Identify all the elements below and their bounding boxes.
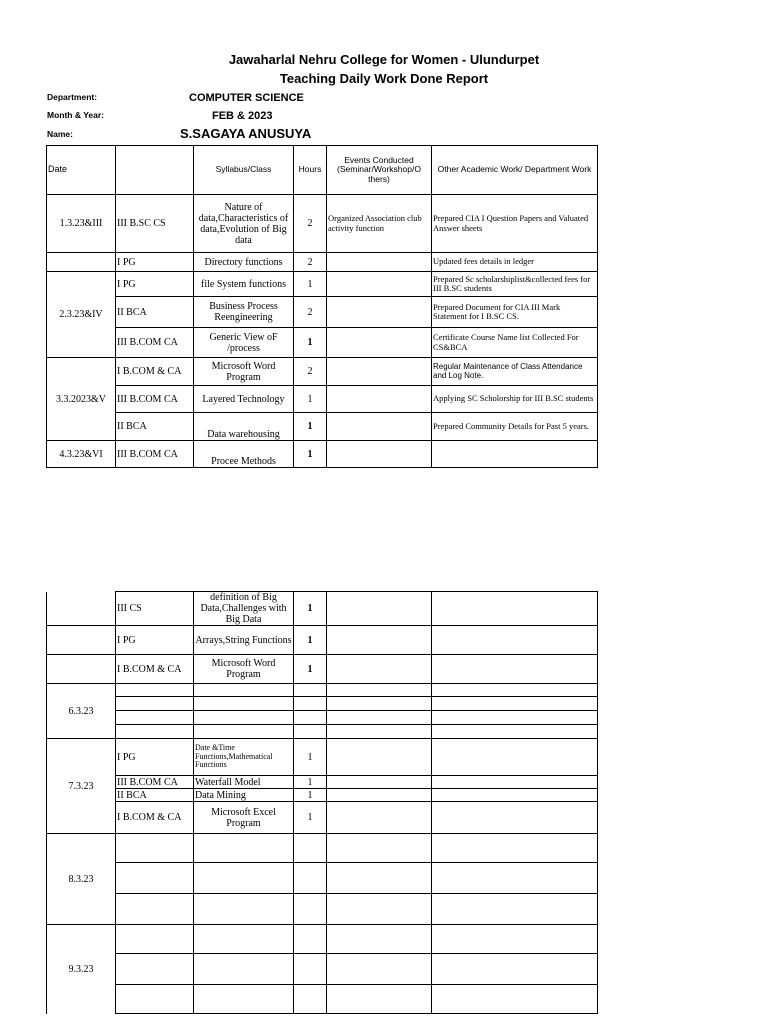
table-row: [47, 253, 598, 272]
class-cell: I PG: [116, 739, 194, 776]
events-cell: [327, 358, 432, 386]
table-row: [47, 272, 598, 297]
syllabus-cell: Data warehousing: [194, 413, 294, 441]
events-cell: [327, 441, 432, 468]
table-row: [47, 697, 598, 711]
table-row: [47, 954, 598, 985]
syllabus-cell: Microsoft Excel Program: [194, 802, 294, 834]
work-done-table-continued: [46, 591, 598, 1014]
hours-cell: 2: [294, 358, 327, 386]
other-work-cell: Prepared Sc scholarshiplist&collected fees for III B.SC students: [432, 272, 598, 297]
date-cell: [47, 655, 116, 684]
other-work-cell: Applying SC Scholorship for III B.SC students: [432, 386, 598, 413]
hours-cell: 1: [294, 802, 327, 834]
table-row: [47, 441, 598, 468]
table-row: [47, 413, 598, 441]
hours-cell: 2: [294, 195, 327, 253]
hours-cell: 1: [294, 413, 327, 441]
date-cell: 4.3.23&VI: [47, 441, 116, 468]
hours-cell: 1: [294, 655, 327, 684]
events-cell: [327, 655, 432, 684]
events-cell: [327, 592, 432, 626]
date-cell: 2.3.23&IV: [47, 272, 116, 358]
syllabus-cell: Waterfall Model: [194, 776, 294, 789]
name-value: S.SAGAYA ANUSUYA: [180, 126, 312, 141]
date-cell: 7.3.23: [47, 739, 116, 834]
name-label: Name:: [47, 129, 73, 139]
syllabus-cell: Nature of data,Characteristics of data,Evolution of Big data: [194, 195, 294, 253]
hours-header: Hours: [294, 146, 327, 195]
table-row: [47, 802, 598, 834]
class-cell: I B.COM & CA: [116, 802, 194, 834]
month-year-label: Month & Year:: [47, 110, 104, 120]
table-row: [47, 834, 598, 863]
hours-cell: 1: [294, 626, 327, 655]
table-row: [47, 894, 598, 925]
events-cell: [327, 386, 432, 413]
events-cell: [327, 253, 432, 272]
other-work-cell: Prepared CIA I Question Papers and Valuated Answer sheets: [432, 195, 598, 253]
date-cell: 3.3.2023&V: [47, 358, 116, 441]
events-header: Events Conducted (Seminar/Workshop/O thers): [327, 146, 432, 195]
date-cell: 6.3.23: [47, 684, 116, 739]
class-cell: III B.COM CA: [116, 441, 194, 468]
date-cell: [47, 592, 116, 626]
other-work-header: Other Academic Work/ Department Work: [432, 146, 598, 195]
department-value: COMPUTER SCIENCE: [189, 92, 304, 104]
other-work-cell: [432, 592, 598, 626]
class-cell: I B.COM & CA: [116, 358, 194, 386]
class-cell: I PG: [116, 626, 194, 655]
syllabus-cell: Layered Technology: [194, 386, 294, 413]
table-row: [47, 655, 598, 684]
table-row: [47, 195, 598, 253]
hours-cell: 1: [294, 272, 327, 297]
other-work-cell: Prepared Community Details for Past 5 years.: [432, 413, 598, 441]
class-cell: I B.COM & CA: [116, 655, 194, 684]
other-work-cell: [432, 655, 598, 684]
class-cell: III B.COM CA: [116, 776, 194, 789]
syllabus-cell: Business Process Reengineering: [194, 297, 294, 328]
syllabus-cell: Directory functions: [194, 253, 294, 272]
events-cell: Organized Association club activity function: [327, 195, 432, 253]
syllabus-cell: Arrays,String Functions: [194, 626, 294, 655]
syllabus-cell: Data Mining: [194, 789, 294, 802]
table-row: [47, 739, 598, 776]
date-header: Date: [47, 146, 116, 195]
table-row: [47, 725, 598, 739]
syllabus-cell: Procee Methods: [194, 441, 294, 468]
table-row: [47, 297, 598, 328]
class-cell: II BCA: [116, 789, 194, 802]
table-row: [47, 626, 598, 655]
class-cell: III B.COM CA: [116, 386, 194, 413]
hours-cell: 1: [294, 441, 327, 468]
other-work-cell: Regular Maintenance of Class Attendance and Log Note.: [432, 358, 598, 386]
table-row: [47, 328, 598, 358]
other-work-cell: [432, 626, 598, 655]
hours-cell: 2: [294, 253, 327, 272]
events-cell: [327, 328, 432, 358]
class-header: [116, 146, 194, 195]
events-cell: [327, 413, 432, 441]
syllabus-cell: definition of Big Data,Challenges with Big Data: [194, 592, 294, 626]
class-cell: I PG: [116, 272, 194, 297]
date-cell: 1.3.23&III: [47, 195, 116, 253]
table-row: [47, 985, 598, 1014]
table-row: [47, 592, 598, 626]
other-work-cell: Updated fees details in ledger: [432, 253, 598, 272]
college-title: Jawaharlal Nehru College for Women - Ulundurpet: [228, 52, 540, 67]
syllabus-header: Syllabus/Class: [194, 146, 294, 195]
hours-cell: 1: [294, 592, 327, 626]
class-cell: III CS: [116, 592, 194, 626]
events-cell: [327, 626, 432, 655]
syllabus-cell: file System functions: [194, 272, 294, 297]
class-cell: I PG: [116, 253, 194, 272]
table-row: [47, 711, 598, 725]
other-work-cell: [432, 441, 598, 468]
other-work-cell: Certificate Course Name list Collected For CS&BCA: [432, 328, 598, 358]
hours-cell: 1: [294, 789, 327, 802]
class-cell: II BCA: [116, 413, 194, 441]
hours-cell: 1: [294, 328, 327, 358]
work-done-table: [46, 145, 598, 468]
header-row: [47, 146, 598, 195]
hours-cell: 1: [294, 776, 327, 789]
report-title: Teaching Daily Work Done Report: [279, 71, 489, 86]
table-row: [47, 358, 598, 386]
hours-cell: 2: [294, 297, 327, 328]
table-row: [47, 776, 598, 789]
class-cell: III B.COM CA: [116, 328, 194, 358]
other-work-cell: Prepared Document for CIA III Mark Statement for I B.SC CS.: [432, 297, 598, 328]
hours-cell: 1: [294, 739, 327, 776]
events-cell: [327, 272, 432, 297]
date-cell: 9.3.23: [47, 925, 116, 1014]
syllabus-cell: Generic View oF /process: [194, 328, 294, 358]
syllabus-cell: Date &Time Functions,Mathematical Functions: [194, 739, 294, 776]
department-label: Department:: [47, 92, 98, 102]
syllabus-cell: Microsoft Word Program: [194, 655, 294, 684]
class-cell: III B.SC CS: [116, 195, 194, 253]
table-row: [47, 684, 598, 697]
month-year-value: FEB & 2023: [212, 110, 273, 122]
date-cell: [47, 253, 116, 272]
date-cell: [47, 626, 116, 655]
table-row: [47, 925, 598, 954]
table-row: [47, 386, 598, 413]
table-row: [47, 863, 598, 894]
hours-cell: 1: [294, 386, 327, 413]
table-row: [47, 789, 598, 802]
date-cell: 8.3.23: [47, 834, 116, 925]
class-cell: II BCA: [116, 297, 194, 328]
events-cell: [327, 297, 432, 328]
syllabus-cell: Microsoft Word Program: [194, 358, 294, 386]
